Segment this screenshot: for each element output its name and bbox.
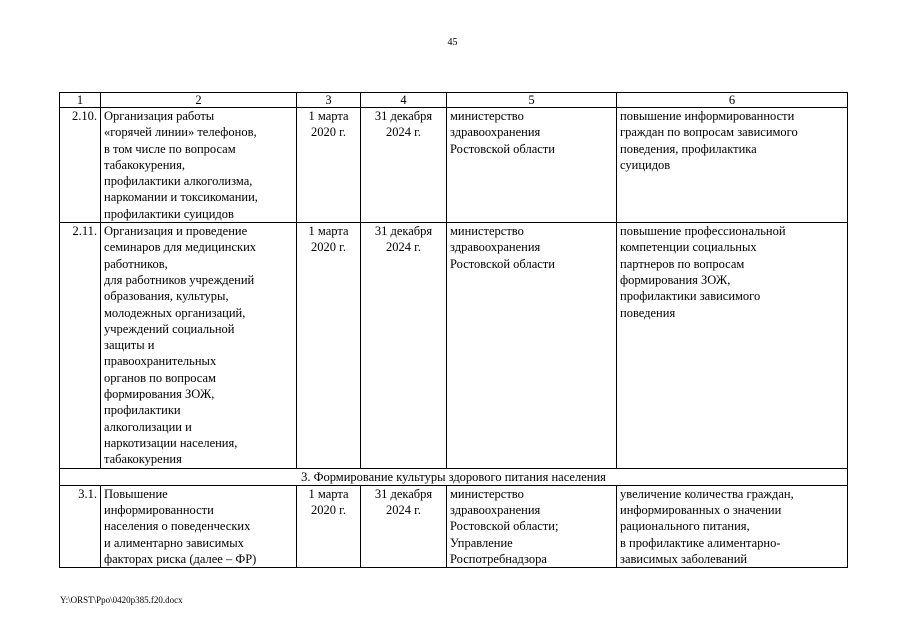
start-date-line: 1 марта — [308, 224, 349, 239]
expected-result-line: информированных о значении — [620, 503, 782, 518]
measure-name-line: и алиментарно зависимых — [104, 535, 244, 550]
expected-result-line: суицидов — [620, 157, 671, 172]
executor — [447, 108, 617, 223]
measure-name-line: для работников учреждений — [104, 272, 255, 287]
executor-line: министерство — [450, 486, 524, 501]
measures-table — [59, 92, 848, 568]
start-date — [297, 223, 361, 468]
measure-name-line: «горячей линии» телефонов, — [104, 125, 257, 140]
measure-name-line: формирования ЗОЖ, — [104, 387, 215, 402]
executor-line: здравоохранения — [450, 125, 541, 140]
start-date-line: 2020 г. — [311, 125, 346, 140]
measure-name-line: семинаров для медицинских — [104, 240, 257, 255]
executor — [447, 485, 617, 567]
measure-name-line: образования, культуры, — [104, 289, 229, 304]
expected-result-line: зависимых заболеваний — [620, 552, 748, 567]
row-number: 2.10. — [60, 108, 101, 223]
expected-result — [617, 223, 848, 468]
start-date — [297, 108, 361, 223]
expected-result-line: компетенции социальных — [620, 240, 757, 255]
header-cell: 2 — [101, 93, 297, 108]
executor-line: Управление — [450, 535, 513, 550]
end-date — [361, 223, 447, 468]
measure-name-line: молодежных организаций, — [104, 305, 246, 320]
header-cell: 5 — [447, 93, 617, 108]
measure-name-line: учреждений социальной — [104, 321, 235, 336]
measure-name-line: Повышение — [104, 486, 168, 501]
header-row — [60, 93, 848, 108]
expected-result — [617, 108, 848, 223]
measure-name — [101, 223, 297, 468]
measure-name-line: населения о поведенческих — [104, 519, 251, 534]
executor-line: министерство — [450, 109, 524, 123]
measure-name-line: органов по вопросам — [104, 370, 216, 385]
row-number: 2.11. — [60, 223, 101, 468]
header-cell: 6 — [617, 93, 848, 108]
header-cell: 3 — [297, 93, 361, 108]
start-date-line: 2020 г. — [311, 503, 346, 518]
end-date — [361, 108, 447, 223]
executor-line: Роспотребнадзора — [450, 552, 547, 567]
end-date-line: 31 декабря — [374, 109, 433, 123]
section-title: 3. Формирование культуры здорового питания населения — [60, 468, 848, 485]
expected-result-line: профилактики зависимого — [620, 289, 761, 304]
measure-name-line: табакокурения, — [104, 157, 185, 172]
header-cell: 1 — [60, 93, 101, 108]
executor — [447, 223, 617, 468]
executor-line: министерство — [450, 224, 524, 239]
measure-name-line: наркотизации населения, — [104, 435, 238, 450]
measure-name-line: табакокурения — [104, 452, 182, 467]
measure-name — [101, 108, 297, 223]
start-date — [297, 485, 361, 567]
table-row — [60, 223, 848, 468]
start-date-line: 1 марта — [308, 486, 349, 501]
expected-result-line: повышение профессиональной — [620, 224, 786, 239]
end-date — [361, 485, 447, 567]
measure-name — [101, 485, 297, 567]
end-date-line: 2024 г. — [386, 503, 421, 518]
measure-name-line: Организация и проведение — [104, 224, 248, 239]
measure-name-line: в том числе по вопросам — [104, 141, 236, 156]
executor-line: здравоохранения — [450, 240, 541, 255]
expected-result-line: рационального питания, — [620, 519, 750, 534]
section-row — [60, 468, 848, 485]
expected-result-line: поведения — [620, 305, 676, 320]
expected-result-line: поведения, профилактика — [620, 141, 757, 156]
table-row — [60, 485, 848, 567]
expected-result-line: повышение информированности — [620, 109, 795, 123]
measure-name-line: профилактики суицидов — [104, 206, 234, 221]
executor-line: Ростовской области — [450, 141, 555, 156]
expected-result-line: в профилактике алиментарно- — [620, 535, 781, 550]
table-row — [60, 108, 848, 223]
header-cell: 4 — [361, 93, 447, 108]
measure-name-line: факторах риска (далее – ФР) — [104, 552, 257, 567]
expected-result-line: партнеров по вопросам — [620, 256, 745, 271]
measure-name-line: профилактики — [104, 403, 181, 418]
expected-result — [617, 485, 848, 567]
measure-name-line: профилактики алкоголизма, — [104, 174, 253, 189]
footer-file-path: Y:\ORST\Ppo\0420p385.f20.docx — [60, 595, 183, 605]
measure-name-line: алкоголизации и — [104, 419, 192, 434]
start-date-line: 1 марта — [308, 109, 349, 123]
measure-name-line: информированности — [104, 503, 214, 518]
start-date-line: 2020 г. — [311, 240, 346, 255]
measure-name-line: правоохранительных — [104, 354, 217, 369]
expected-result-line: граждан по вопросам зависимого — [620, 125, 798, 140]
executor-line: Ростовской области; — [450, 519, 559, 534]
end-date-line: 31 декабря — [374, 486, 433, 501]
executor-line: здравоохранения — [450, 503, 541, 518]
expected-result-line: увеличение количества граждан, — [620, 486, 794, 501]
row-number: 3.1. — [60, 485, 101, 567]
end-date-line: 2024 г. — [386, 125, 421, 140]
expected-result-line: формирования ЗОЖ, — [620, 272, 731, 287]
end-date-line: 31 декабря — [374, 224, 433, 239]
measure-name-line: защиты и — [104, 338, 155, 353]
measure-name-line: наркомании и токсикомании, — [104, 190, 258, 205]
end-date-line: 2024 г. — [386, 240, 421, 255]
measure-name-line: Организация работы — [104, 109, 215, 123]
executor-line: Ростовской области — [450, 256, 555, 271]
measure-name-line: работников, — [104, 256, 168, 271]
page-number: 45 — [447, 37, 458, 48]
